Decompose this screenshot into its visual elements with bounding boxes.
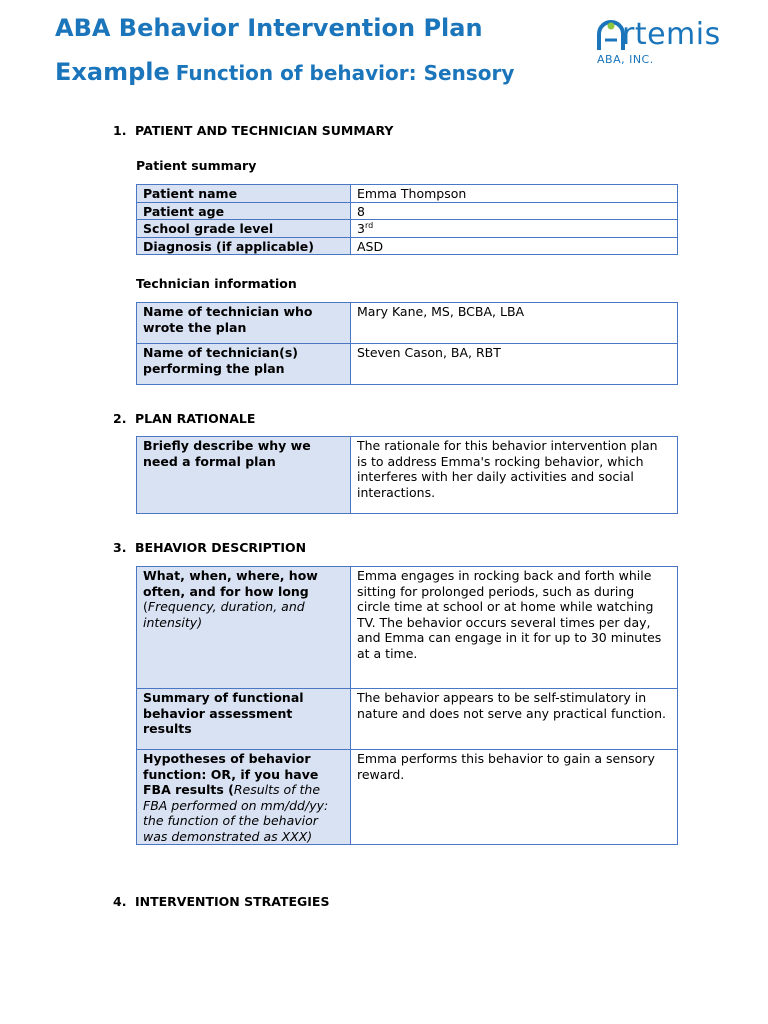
row-value: 8 bbox=[351, 202, 678, 220]
row-key bbox=[137, 567, 351, 689]
row-key: Diagnosis (if applicable) bbox=[137, 237, 351, 255]
document-title: ABA Behavior Intervention Plan bbox=[55, 14, 483, 42]
section-1-heading bbox=[113, 123, 393, 138]
row-key: Name of technician(s) performing the plan bbox=[137, 344, 351, 385]
row-key: Patient name bbox=[137, 185, 351, 203]
row-value: The rationale for this behavior intervention plan is to address Emma's rocking behavior, which interferes with her daily activities and social interactions. bbox=[351, 437, 678, 514]
section-number: 3. bbox=[113, 540, 127, 555]
table-row bbox=[137, 185, 678, 203]
row-key: Name of technician who wrote the plan bbox=[137, 303, 351, 344]
table-row bbox=[137, 202, 678, 220]
table-row bbox=[137, 237, 678, 255]
table-row bbox=[137, 689, 678, 750]
row-value: Emma Thompson bbox=[351, 185, 678, 203]
row-value bbox=[351, 220, 678, 238]
row-key bbox=[137, 750, 351, 845]
row-value: ASD bbox=[351, 237, 678, 255]
row-key-text: Hypotheses of behavior function: OR, if you have FBA results ( bbox=[143, 751, 319, 797]
row-value: Mary Kane, MS, BCBA, LBA bbox=[351, 303, 678, 344]
grade-number: 3 bbox=[357, 221, 365, 236]
logo-subtitle: ABA, INC. bbox=[597, 53, 654, 66]
document-subtitle bbox=[55, 58, 514, 86]
table-row bbox=[137, 303, 678, 344]
technician-information-label: Technician information bbox=[136, 276, 297, 291]
section-number: 1. bbox=[113, 123, 127, 138]
section-3-heading bbox=[113, 540, 306, 555]
section-title: INTERVENTION STRATEGIES bbox=[135, 894, 330, 909]
row-value: Emma engages in rocking back and forth while sitting for prolonged periods, such as during circle time at school or at home while watching TV. The behavior occurs several times per day, and Emma can engage in it for up to 30 minutes at a time. bbox=[351, 567, 678, 689]
row-key: Patient age bbox=[137, 202, 351, 220]
row-value: The behavior appears to be self-stimulatory in nature and does not serve any practical function. bbox=[351, 689, 678, 750]
row-value: Steven Cason, BA, RBT bbox=[351, 344, 678, 385]
plan-rationale-table bbox=[136, 436, 678, 514]
grade-suffix: rd bbox=[364, 220, 374, 230]
behavior-description-table bbox=[136, 566, 678, 845]
technician-table bbox=[136, 302, 678, 385]
row-key: Summary of functional behavior assessment results bbox=[137, 689, 351, 750]
logo-wordmark: rtemis bbox=[622, 17, 721, 52]
section-title: PATIENT AND TECHNICIAN SUMMARY bbox=[135, 123, 394, 138]
section-title: BEHAVIOR DESCRIPTION bbox=[135, 540, 307, 555]
row-key-note-open: ( bbox=[143, 599, 148, 614]
table-row bbox=[137, 437, 678, 514]
artemis-logo bbox=[596, 16, 736, 70]
row-value: Emma performs this behavior to gain a sensory reward. bbox=[351, 750, 678, 845]
patient-summary-label: Patient summary bbox=[136, 158, 257, 173]
section-title: PLAN RATIONALE bbox=[135, 411, 256, 426]
row-key-text: What, when, where, how often, and for how long bbox=[143, 568, 318, 599]
title-function-text: Function of behavior: Sensory bbox=[175, 61, 515, 85]
row-key: School grade level bbox=[137, 220, 351, 238]
section-number: 4. bbox=[113, 894, 127, 909]
table-row bbox=[137, 750, 678, 845]
title-example-word: Example bbox=[55, 58, 170, 86]
section-4-heading bbox=[113, 894, 329, 909]
table-row bbox=[137, 567, 678, 689]
table-row bbox=[137, 220, 678, 238]
patient-summary-table bbox=[136, 184, 678, 255]
table-row bbox=[137, 344, 678, 385]
section-number: 2. bbox=[113, 411, 127, 426]
section-2-heading bbox=[113, 411, 255, 426]
row-key-note: Results of the FBA performed on mm/dd/yy: the function of the behavior was demonstrated as XXX) bbox=[143, 782, 329, 844]
row-key-note: Frequency, duration, and intensity) bbox=[143, 599, 305, 630]
row-key: Briefly describe why we need a formal plan bbox=[137, 437, 351, 514]
